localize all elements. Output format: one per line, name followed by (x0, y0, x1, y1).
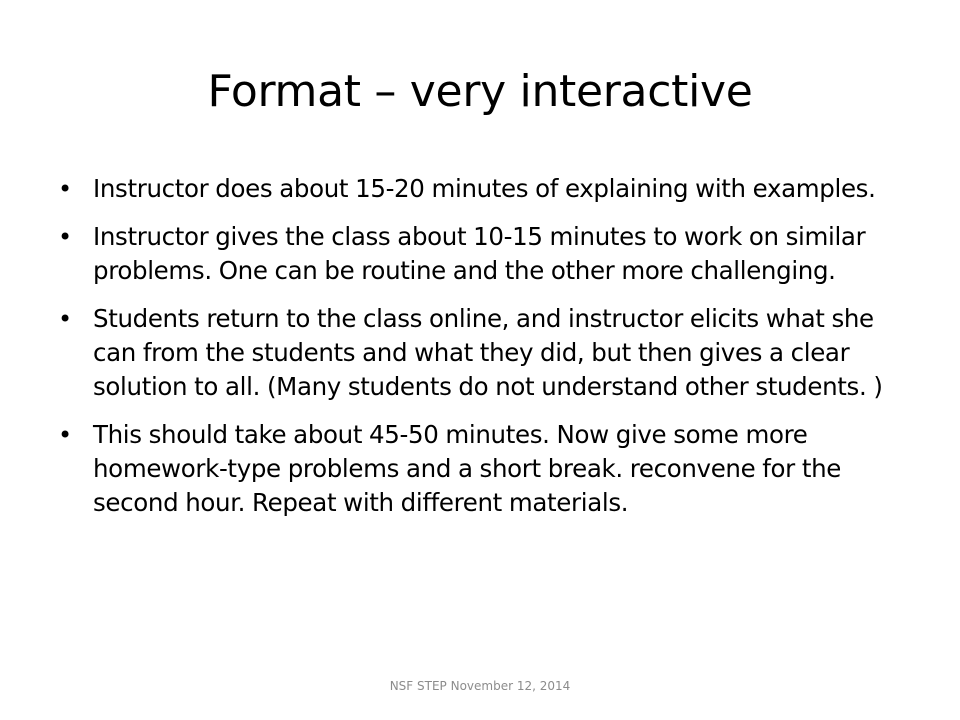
slide-footer: NSF STEP November 12, 2014 (389, 679, 571, 693)
bullet-icon: • (58, 305, 72, 333)
bullet-list (58, 172, 908, 534)
slide-title: Format – very interactive (207, 66, 753, 117)
bullet-text: This should take about 45-50 minutes. Now give some more homework-type problems and a short break. reconvene for the second hour. Repeat with different materials. (93, 420, 841, 517)
bullet-text: Students return to the class online, and instructor elicits what she can from the students and what they did, but then gives a clear solution to all. (Many students do not understand other students. ) (93, 304, 883, 401)
bullet-icon: • (58, 421, 72, 449)
bullet-item (58, 220, 908, 288)
bullet-text: Instructor does about 15-20 minutes of explaining with examples. (93, 174, 876, 203)
bullet-item (58, 302, 908, 404)
bullet-item (58, 172, 908, 206)
bullet-icon: • (58, 175, 72, 203)
bullet-text: Instructor gives the class about 10-15 minutes to work on similar problems. One can be routine and the other more challenging. (93, 222, 866, 285)
bullet-icon: • (58, 223, 72, 251)
bullet-item (58, 418, 908, 520)
